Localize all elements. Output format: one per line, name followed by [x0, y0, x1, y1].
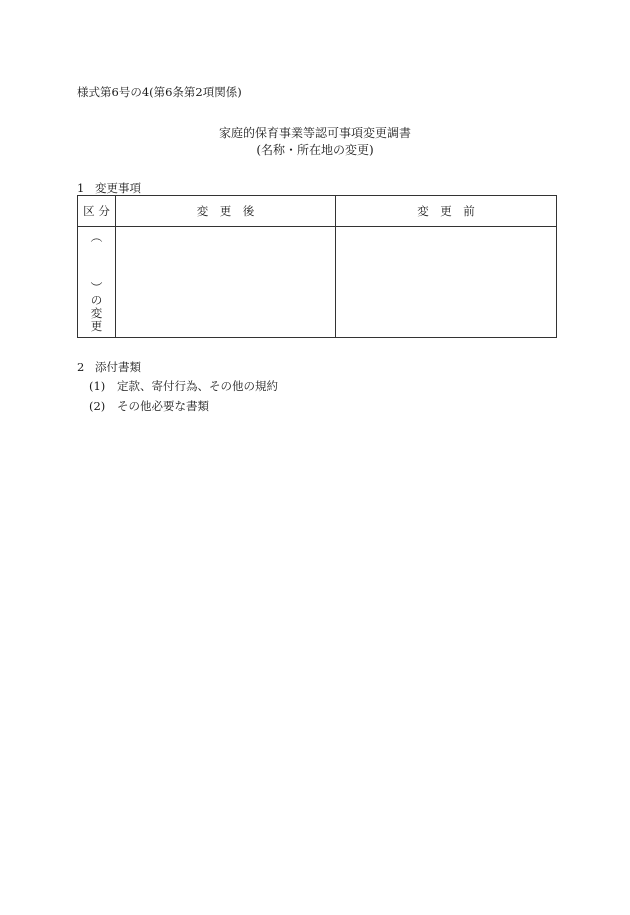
- table-header-row: [78, 196, 557, 227]
- label-char-kou: 更: [90, 319, 103, 333]
- list-item-number: (1): [89, 379, 106, 393]
- table-row: [78, 227, 557, 338]
- header-category: 区 分: [78, 196, 116, 227]
- category-cell: [78, 227, 116, 338]
- header-before-change: 変 更 前: [336, 196, 557, 227]
- list-item: [89, 398, 209, 414]
- after-change-cell[interactable]: [116, 227, 336, 338]
- form-number: 様式第6号の4(第6条第2項関係): [77, 85, 242, 99]
- open-paren: ︵: [90, 230, 103, 244]
- category-vertical-label: [78, 231, 115, 333]
- document-subtitle: (名称・所在地の変更): [256, 143, 374, 157]
- section-2-title: 添付書類: [95, 360, 141, 374]
- section-2-heading: [77, 359, 141, 375]
- list-item-text: 定款、寄付行為、その他の規約: [117, 379, 278, 393]
- list-item-number: (2): [89, 399, 106, 413]
- label-char-no: の: [90, 293, 103, 307]
- section-2-number: 2: [77, 360, 85, 374]
- list-item: [89, 378, 278, 394]
- document-title: 家庭的保育事業等認可事項変更調書: [218, 126, 411, 140]
- section-1-number: 1: [77, 181, 85, 195]
- list-item-text: その他必要な書類: [117, 399, 209, 413]
- section-1-heading: [77, 180, 141, 196]
- label-char-hen: 変: [90, 306, 103, 320]
- header-after-change: 変 更 後: [116, 196, 336, 227]
- before-change-cell[interactable]: [336, 227, 557, 338]
- close-paren: ︶: [90, 281, 103, 295]
- section-1-title: 変更事項: [95, 181, 141, 195]
- change-items-table: [77, 195, 557, 338]
